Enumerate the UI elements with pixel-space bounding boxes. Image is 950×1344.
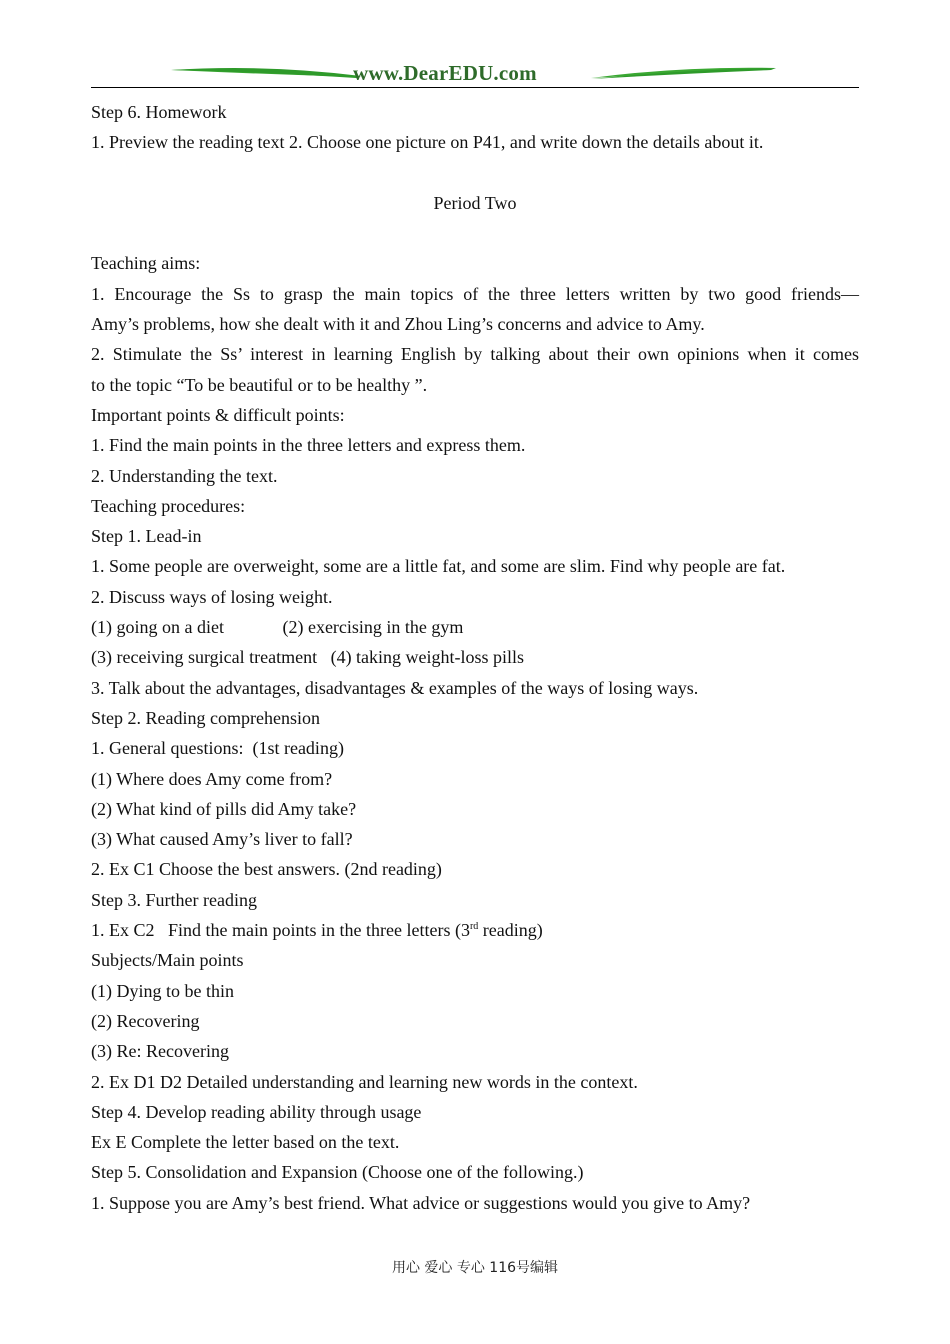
ex-c2-item (91, 915, 859, 945)
aim-2-line-1: 2. Stimulate the Ss’ interest in learning English by talking about their own opinions when it comes (91, 344, 859, 365)
ex-e-item: Ex E Complete the letter based on the text. (91, 1132, 400, 1153)
subject-2: (2) Recovering (91, 1010, 200, 1031)
general-questions: 1. General questions: (1st reading) (91, 738, 344, 759)
aim-1-line-2: Amy’s problems, how she dealt with it and Zhou Ling’s concerns and advice to Amy. (91, 314, 705, 335)
subject-1: (1) Dying to be thin (91, 980, 234, 1001)
step-1-item-1: 1. Some people are overweight, some are a little fat, and some are slim. Find why people are fat. (91, 556, 786, 577)
aim-1-line-1: 1. Encourage the Ss to grasp the main topics of the three letters written by two good friends— (91, 283, 859, 304)
ordinal-superscript: rd (469, 921, 479, 933)
question-3: (3) What caused Amy’s liver to fall? (91, 829, 353, 850)
step-5-heading: Step 5. Consolidation and Expansion (Choose one of the following.) (91, 1162, 584, 1183)
question-1: (1) Where does Amy come from? (91, 768, 333, 789)
step-5-item-1: 1. Suppose you are Amy’s best friend. What advice or suggestions would you give to Amy? (91, 1192, 751, 1213)
teaching-aims-heading: Teaching aims: (91, 253, 201, 274)
page-header (91, 60, 859, 88)
weight-loss-options-row-2: (3) receiving surgical treatment (4) taking weight-loss pills (91, 647, 525, 668)
step-6-heading: Step 6. Homework (91, 102, 227, 122)
ex-c2-text: 1. Ex C2 Find the main points in the three letters (3 (91, 920, 470, 941)
subject-3: (3) Re: Recovering (91, 1041, 229, 1062)
step-2-heading: Step 2. Reading comprehension (91, 707, 320, 728)
ex-c2-text-end: reading) (478, 920, 543, 941)
page-footer: 用心 爱心 专心 116号编辑 (391, 1260, 559, 1276)
step-1-item-2: 2. Discuss ways of losing weight. (91, 586, 333, 607)
homework-item: 1. Preview the reading text 2. Choose one picture on P41, and write down the details about it. (91, 132, 764, 153)
step-3-heading: Step 3. Further reading (91, 889, 257, 910)
step-1-item-3: 3. Talk about the advantages, disadvantages & examples of the ways of losing ways. (91, 677, 699, 698)
question-2: (2) What kind of pills did Amy take? (91, 798, 357, 819)
site-logo-text: www.DearEDU.com (353, 61, 537, 85)
period-title: Period Two (433, 192, 517, 213)
weight-loss-options-row-1: (1) going on a diet (2) exercising in the gym (91, 617, 464, 638)
ex-d-item: 2. Ex D1 D2 Detailed understanding and learning new words in the context. (91, 1071, 638, 1092)
document-body (91, 97, 859, 1218)
teaching-procedures-heading: Teaching procedures: (91, 495, 246, 516)
aim-2-line-2: to the topic “To be beautiful or to be healthy ”. (91, 374, 428, 395)
ex-c1-item: 2. Ex C1 Choose the best answers. (2nd reading) (91, 859, 442, 880)
important-points-heading: Important points & difficult points: (91, 404, 345, 425)
subjects-heading: Subjects/Main points (91, 950, 244, 971)
step-4-heading: Step 4. Develop reading ability through usage (91, 1101, 422, 1122)
step-1-heading: Step 1. Lead-in (91, 526, 202, 547)
important-point-1: 1. Find the main points in the three letters and express them. (91, 435, 526, 456)
important-point-2: 2. Understanding the text. (91, 465, 278, 486)
header-divider (91, 87, 859, 88)
